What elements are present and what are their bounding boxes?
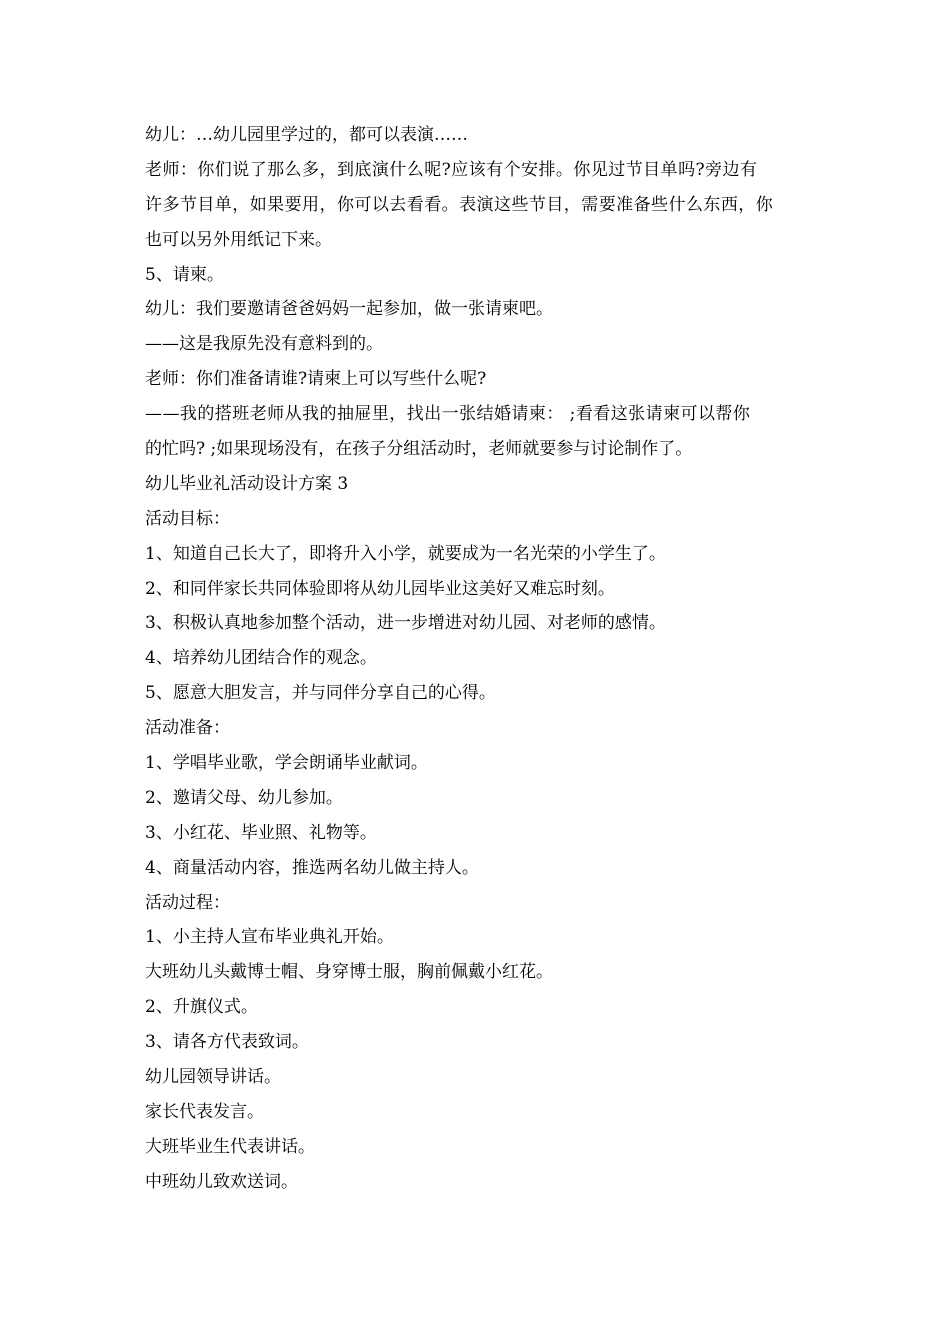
list-item: 4、商量活动内容，推选两名幼儿做主持人。 — [145, 857, 479, 878]
list-item: 1、小主持人宣布毕业典礼开始。 — [145, 927, 394, 948]
list-item: 1、学唱毕业歌，学会朗诵毕业献词。 — [145, 753, 428, 774]
list-item: 4、培养幼儿团结合作的观念。 — [145, 648, 377, 669]
text-line: 幼儿：…幼儿园里学过的，都可以表演…… — [145, 125, 468, 145]
text-line: 许多节目单，如果要用，你可以去看看。表演这些节目，需要准备些什么东西，你 — [145, 194, 774, 215]
document-body — [145, 118, 810, 1200]
text-line: ——我的搭班老师从我的抽屉里，找出一张结婚请柬： ;看看这张请柬可以帮你 — [145, 404, 751, 425]
text-line: 的忙吗? ;如果现场没有，在孩子分组活动时，老师就要参与讨论制作了。 — [145, 439, 693, 460]
list-item: 3、小红花、毕业照、礼物等。 — [145, 822, 377, 843]
subheading: 活动过程： — [145, 892, 230, 913]
text-line: 大班幼儿头戴博士帽、身穿博士服，胸前佩戴小红花。 — [145, 962, 553, 983]
text-line: 幼儿园领导讲话。 — [145, 1067, 281, 1088]
text-line: 家长代表发言。 — [145, 1101, 264, 1122]
text-line: 老师：你们说了那么多，到底演什么呢?应该有个安排。你见过节目单吗?旁边有 — [145, 159, 758, 180]
list-item: 1、知道自己长大了，即将升入小学，就要成为一名光荣的小学生了。 — [145, 543, 666, 564]
text-line: 5、请柬。 — [145, 264, 224, 285]
text-line: 大班毕业生代表讲话。 — [145, 1136, 315, 1157]
list-item: 2、和同伴家长共同体验即将从幼儿园毕业这美好又难忘时刻。 — [145, 578, 615, 599]
text-line: 幼儿：我们要邀请爸爸妈妈一起参加，做一张请柬吧。 — [145, 299, 553, 320]
list-item: 3、请各方代表致词。 — [145, 1032, 309, 1053]
text-line: 中班幼儿致欢送词。 — [145, 1171, 298, 1192]
text-line: ——这是我原先没有意料到的。 — [145, 334, 383, 355]
subheading: 活动目标： — [145, 508, 230, 529]
list-item: 5、愿意大胆发言，并与同伴分享自己的心得。 — [145, 683, 496, 704]
text-line: 也可以另外用纸记下来。 — [145, 229, 332, 250]
section-heading: 幼儿毕业礼活动设计方案 3 — [145, 473, 349, 494]
subheading: 活动准备： — [145, 718, 230, 739]
list-item: 2、邀请父母、幼儿参加。 — [145, 787, 343, 808]
text-line: 老师：你们准备请谁?请柬上可以写些什么呢? — [145, 369, 487, 390]
list-item: 2、升旗仪式。 — [145, 997, 258, 1018]
list-item: 3、积极认真地参加整个活动，进一步增进对幼儿园、对老师的感情。 — [145, 613, 666, 634]
